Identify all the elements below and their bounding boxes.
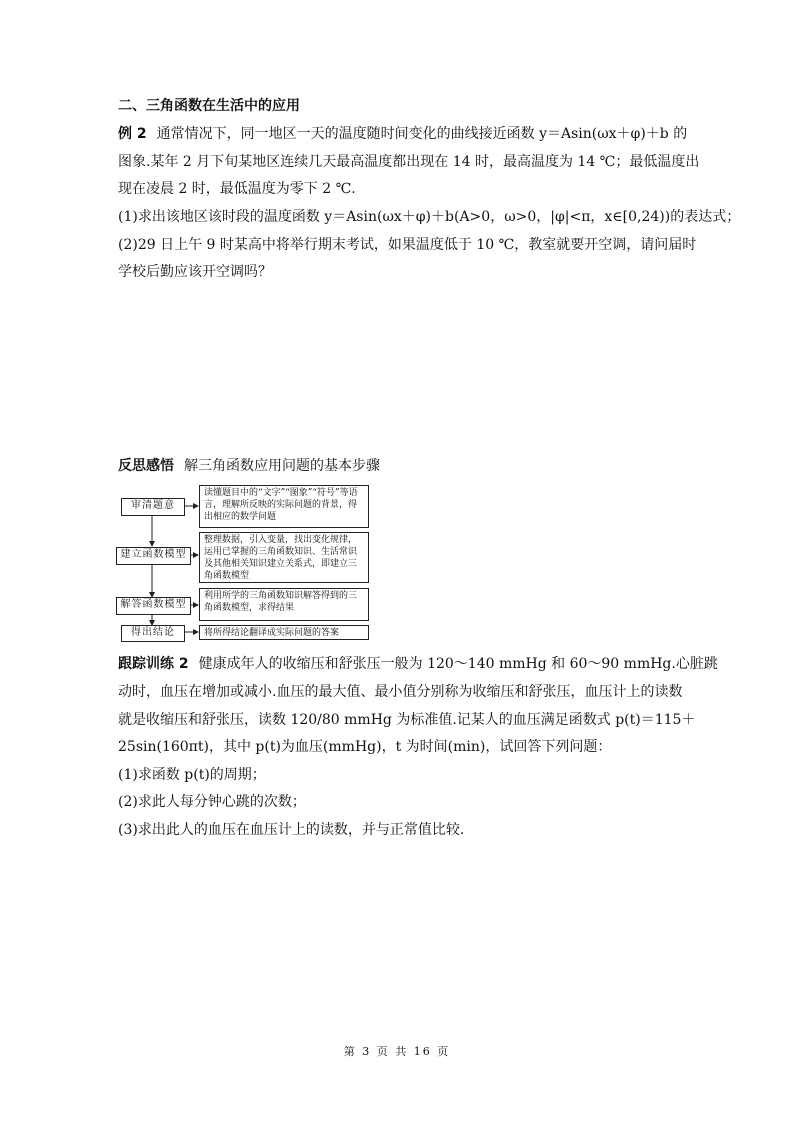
section-title: 二、三角函数在生活中的应用	[118, 98, 300, 114]
example2-label: 例 2	[118, 126, 147, 142]
training2-line-3: 就是收缩压和舒张压，读数 120/80 mmHg 为标准值.记某人的血压满足函数式 p(t)＝115＋	[118, 712, 696, 728]
example2-question-1: (1)求出该地区该时段的温度函数 y＝Asin(ωx＋φ)＋b(A>0，ω>0，|φ|<π，x∈[0,24))的表达式；	[118, 209, 741, 225]
training2-line-2: 动时，血压在增加或减小.血压的最大值、最小值分别称为收缩压和舒张压，血压计上的读数	[118, 684, 683, 700]
example2-line-2: 图象.某年 2 月下旬某地区连续几天最高温度都出现在 14 时，最高温度为 14 ℃；最低温度出	[118, 154, 700, 170]
training2-question-3: (3)求出此人的血压在血压计上的读数，并与正常值比较.	[118, 822, 465, 838]
training2-line-4: 25sin(160πt)，其中 p(t)为血压(mmHg)，t 为时间(min)，试回答下列问题：	[118, 739, 612, 755]
flow-step-2-box: 建立函数模型	[116, 547, 191, 565]
example2-line-1: 例 2 通常情况下，同一地区一天的温度随时间变化的曲线接近函数 y＝Asin(ωx＋φ)＋b 的	[118, 126, 688, 142]
training2-line-1: 跟踪训练 2 健康成年人的收缩压和舒张压一般为 120～140 mmHg 和 60～90 mmHg.心脏跳	[118, 656, 718, 672]
training2-label: 跟踪训练 2	[118, 656, 189, 672]
page-footer: 第 3 页 共 16 页	[343, 1045, 451, 1058]
flow-step-1-box: 审清题意	[121, 498, 185, 516]
flow-step-4-desc: 将所得结论翻译成实际问题的答案	[199, 625, 369, 640]
flow-step-3-desc: 利用所学的三角函数知识解答得到的三角函数模型，求得结果	[199, 588, 369, 621]
reflection-title: 解三角函数应用问题的基本步骤	[184, 458, 380, 474]
flow-step-2-desc: 整理数据，引入变量，找出变化规律，运用已掌握的三角函数知识、生活常识及其他相关知识建立关系式，即建立三角函数模型	[199, 532, 369, 583]
flow-step-1-desc: 读懂题目中的“文字”“图象”“符号”等语言，理解所反映的实际问题的背景，得出相应的数学问题	[199, 485, 369, 528]
training2-question-2: (2)求此人每分钟心跳的次数；	[118, 794, 306, 810]
reflection-label: 反思感悟	[118, 458, 174, 474]
flow-step-3-box: 解答函数模型	[116, 597, 191, 615]
training2-question-1: (1)求函数 p(t)的周期；	[118, 767, 266, 783]
flow-step-4-box: 得出结论	[121, 625, 185, 642]
example2-question-2-cont: 学校后勤应该开空调吗？	[118, 264, 272, 280]
example2-line-3: 现在凌晨 2 时，最低温度为零下 2 ℃.	[118, 181, 356, 197]
example2-question-2: (2)29 日上午 9 时某高中将举行期末考试，如果温度低于 10 ℃，教室就要开空调，请问届时	[118, 237, 697, 253]
